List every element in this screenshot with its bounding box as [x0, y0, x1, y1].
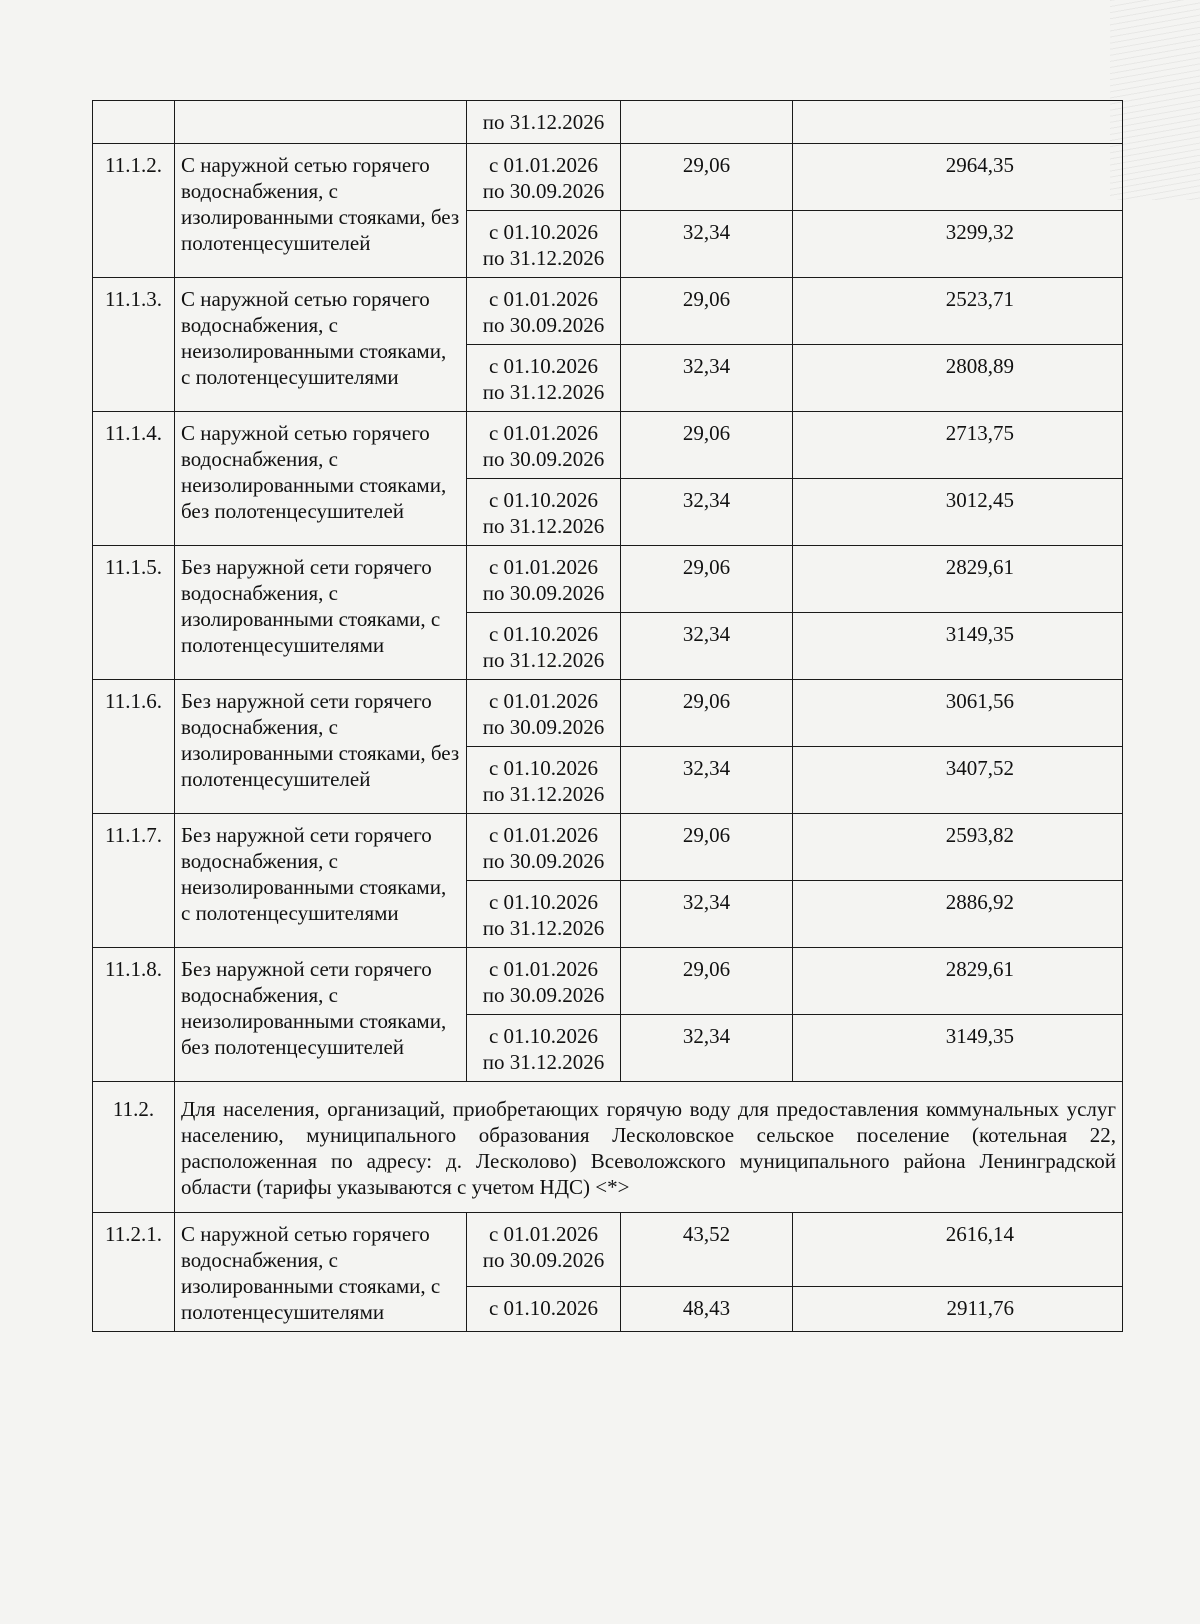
row-number: 11.1.8.	[105, 957, 162, 981]
rate-cell	[621, 546, 793, 613]
num-cell	[93, 412, 175, 546]
tariff-value: 3012,45	[945, 488, 1014, 512]
period-line: по 30.09.2026	[482, 849, 605, 873]
desc-cell	[175, 814, 467, 948]
rate-value: 32,34	[682, 488, 731, 512]
tariff-value: 3407,52	[945, 756, 1014, 780]
row-number: 11.2.1.	[105, 1222, 162, 1246]
tariff-cell	[793, 211, 1123, 278]
period-line: с 01.01.2026	[488, 689, 599, 713]
tariff-cell	[793, 948, 1123, 1015]
rate-value: 32,34	[682, 890, 731, 914]
period-line: с 01.10.2026	[488, 220, 599, 244]
period-cell	[467, 412, 621, 479]
rate-value: 32,34	[682, 1024, 731, 1048]
num-cell	[93, 1082, 175, 1213]
tariff-value: 2829,61	[945, 555, 1014, 579]
rate-value: 43,52	[682, 1222, 731, 1246]
tariff-value: 3149,35	[945, 622, 1014, 646]
tariff-value: 2713,75	[945, 421, 1014, 445]
table-row	[93, 948, 1123, 1015]
period-line: по 30.09.2026	[482, 179, 605, 203]
tariff-cell	[793, 412, 1123, 479]
tariff-value: 2911,76	[946, 1295, 1014, 1320]
rate-cell	[621, 814, 793, 881]
period-line: с 01.10.2026	[488, 1295, 599, 1320]
period-cell	[467, 1286, 621, 1331]
period-cell	[467, 144, 621, 211]
period-line: по 30.09.2026	[482, 447, 605, 471]
rate-cell	[621, 747, 793, 814]
period-cell	[467, 814, 621, 881]
tariff-cell	[793, 680, 1123, 747]
period-line: с 01.01.2026	[488, 153, 599, 177]
period-line: с 01.01.2026	[488, 823, 599, 847]
tariff-cell	[793, 479, 1123, 546]
tariff-value: 2886,92	[945, 890, 1014, 914]
tariff-value: 3299,32	[945, 220, 1014, 244]
rate-value: 29,06	[682, 421, 731, 445]
table-row	[93, 101, 1123, 144]
period-cell	[467, 613, 621, 680]
num-cell	[93, 144, 175, 278]
scan-noise	[1110, 0, 1200, 200]
table-row	[93, 144, 1123, 211]
rate-cell	[621, 211, 793, 278]
desc-cell	[175, 546, 467, 680]
period-text: по 31.12.2026	[482, 110, 605, 134]
period-cell	[467, 345, 621, 412]
row-description: С наружной сетью горячего водоснабжения, с неизолированными стояками, с полотенцесушителями	[181, 287, 447, 389]
period-line: по 31.12.2026	[482, 514, 605, 538]
table-row	[93, 814, 1123, 881]
row-number: 11.1.4.	[105, 421, 162, 445]
rate-value: 29,06	[682, 555, 731, 579]
period-line: с 01.10.2026	[488, 488, 599, 512]
tariff-value: 2964,35	[945, 153, 1014, 177]
rate-cell	[621, 1213, 793, 1287]
row-description: С наружной сетью горячего водоснабжения, с изолированными стояками, без полотенцесушителей	[181, 153, 460, 255]
period-line: по 31.12.2026	[482, 1050, 605, 1074]
row-description: Без наружной сети горячего водоснабжения, с неизолированными стояками, с полотенцесушителями	[181, 823, 447, 925]
tariff-value: 2593,82	[945, 823, 1014, 847]
rate-cell	[621, 1286, 793, 1331]
rate-value: 29,06	[682, 957, 731, 981]
num-cell	[93, 546, 175, 680]
period-line: с 01.01.2026	[488, 555, 599, 579]
period-line: по 31.12.2026	[482, 648, 605, 672]
row-number: 11.1.7.	[105, 823, 162, 847]
period-line: с 01.10.2026	[488, 756, 599, 780]
period-line: по 30.09.2026	[482, 715, 605, 739]
table-row	[93, 412, 1123, 479]
section-row	[93, 1082, 1123, 1213]
rate-cell	[621, 680, 793, 747]
period-line: по 30.09.2026	[482, 313, 605, 337]
rate-value: 32,34	[682, 756, 731, 780]
period-cell	[467, 1015, 621, 1082]
table-row	[93, 680, 1123, 747]
row-number: 11.1.6.	[105, 689, 162, 713]
tariff-cell	[793, 1286, 1123, 1331]
tariff-cell	[793, 613, 1123, 680]
rate-cell	[621, 345, 793, 412]
row-number: 11.1.3.	[105, 287, 162, 311]
period-cell	[467, 278, 621, 345]
rate-value: 29,06	[682, 153, 731, 177]
period-cell	[467, 211, 621, 278]
tariff-value: 3149,35	[945, 1024, 1014, 1048]
row-description: Без наружной сети горячего водоснабжения, с изолированными стояками, с полотенцесушителями	[181, 555, 441, 657]
row-number: 11.1.2.	[105, 153, 162, 177]
period-line: по 30.09.2026	[482, 983, 605, 1007]
period-cell	[467, 1213, 621, 1287]
row-description: Без наружной сети горячего водоснабжения, с изолированными стояками, без полотенцесушителей	[181, 689, 460, 791]
row-description: Без наружной сети горячего водоснабжения, с неизолированными стояками, без полотенцесушителей	[181, 957, 447, 1059]
desc-cell	[175, 680, 467, 814]
tariff-value: 2808,89	[945, 354, 1014, 378]
tariff-cell	[793, 1015, 1123, 1082]
rate-cell	[621, 278, 793, 345]
period-line: по 31.12.2026	[482, 380, 605, 404]
period-line: по 31.12.2026	[482, 782, 605, 806]
table-row	[93, 278, 1123, 345]
period-line: с 01.10.2026	[488, 1024, 599, 1048]
period-line: по 31.12.2026	[482, 246, 605, 270]
tariff-cell	[793, 814, 1123, 881]
period-line: по 31.12.2026	[482, 916, 605, 940]
row-description: С наружной сетью горячего водоснабжения, с изолированными стояками, с полотенцесушителями	[181, 1222, 441, 1324]
tariff-cell	[793, 747, 1123, 814]
period-line: с 01.10.2026	[488, 354, 599, 378]
desc-cell	[175, 412, 467, 546]
rate-value: 29,06	[682, 689, 731, 713]
num-cell	[93, 101, 175, 144]
period-line: с 01.01.2026	[488, 1222, 599, 1246]
rate-cell	[621, 613, 793, 680]
table-row	[93, 546, 1123, 613]
rate-value: 32,34	[682, 354, 731, 378]
rate-cell	[621, 144, 793, 211]
rate-cell	[621, 479, 793, 546]
tariff-cell	[793, 1213, 1123, 1287]
desc-cell	[175, 144, 467, 278]
section-text-cell	[175, 1082, 1123, 1213]
period-line: с 01.01.2026	[488, 957, 599, 981]
table-row	[93, 1213, 1123, 1287]
tariff-cell	[793, 278, 1123, 345]
tariff-cell	[793, 101, 1123, 144]
rate-cell	[621, 101, 793, 144]
period-line: с 01.10.2026	[488, 890, 599, 914]
period-cell	[467, 948, 621, 1015]
rate-cell	[621, 1015, 793, 1082]
desc-cell	[175, 1213, 467, 1332]
tariff-value: 3061,56	[945, 689, 1014, 713]
period-line: с 01.10.2026	[488, 622, 599, 646]
section-text: Для населения, организаций, приобретающих горячую воду для предоставления коммунальных услуг населению, муниципального образования Лесколовское сельское поселение (котельная 22, расположенная по адресу: д. Лесколово) Всеволожского муниципального района Ленинградской области (тарифы указываются с учетом НДС) <*>	[181, 1097, 1116, 1199]
num-cell	[93, 948, 175, 1082]
desc-cell	[175, 278, 467, 412]
tariff-value: 2829,61	[945, 957, 1014, 981]
row-number: 11.1.5.	[105, 555, 162, 579]
period-line: с 01.01.2026	[488, 421, 599, 445]
period-cell	[467, 747, 621, 814]
desc-cell	[175, 948, 467, 1082]
period-cell	[467, 101, 621, 144]
num-cell	[93, 680, 175, 814]
period-cell	[467, 546, 621, 613]
tariff-cell	[793, 144, 1123, 211]
period-cell	[467, 881, 621, 948]
tariff-table	[92, 100, 1123, 1332]
num-cell	[93, 278, 175, 412]
desc-cell	[175, 101, 467, 144]
section-number: 11.2.	[112, 1097, 155, 1121]
rate-value: 29,06	[682, 823, 731, 847]
rate-value: 29,06	[682, 287, 731, 311]
rate-cell	[621, 948, 793, 1015]
period-line: по 30.09.2026	[482, 581, 605, 605]
period-line: по 30.09.2026	[482, 1248, 605, 1272]
num-cell	[93, 1213, 175, 1332]
rate-value: 32,34	[682, 622, 731, 646]
tariff-value: 2616,14	[945, 1222, 1014, 1246]
tariff-value: 2523,71	[945, 287, 1014, 311]
rate-cell	[621, 412, 793, 479]
rate-cell	[621, 881, 793, 948]
rate-value: 48,43	[682, 1295, 731, 1320]
tariff-cell	[793, 881, 1123, 948]
period-cell	[467, 479, 621, 546]
tariff-cell	[793, 345, 1123, 412]
num-cell	[93, 814, 175, 948]
rate-value: 32,34	[682, 220, 731, 244]
tariff-cell	[793, 546, 1123, 613]
row-description: С наружной сетью горячего водоснабжения, с неизолированными стояками, без полотенцесушителей	[181, 421, 447, 523]
period-line: с 01.01.2026	[488, 287, 599, 311]
period-cell	[467, 680, 621, 747]
